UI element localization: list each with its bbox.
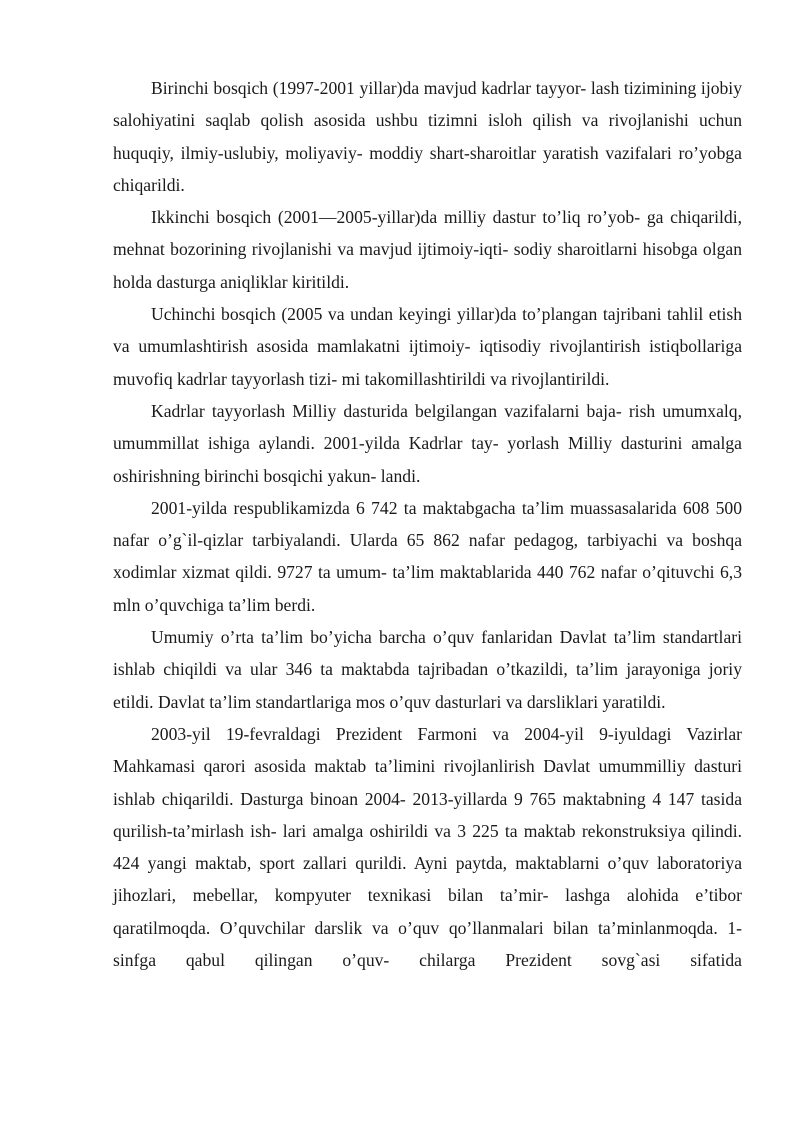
- paragraph-stage-two: Ikkinchi bosqich (2001—2005-yillar)da milliy dastur to’liq ro’yob- ga chiqarildi, mehnat bozorining rivojlanishi va mavjud ijtimoiy-iqti- sodiy sharoitlarni hisobga olgan holda dasturga aniqliklar kiritildi.: [113, 207, 742, 292]
- paragraph-education-standards: Umumiy o’rta ta’lim bo’yicha barcha o’quv fanlaridan Davlat ta’lim standartlari ishlab chiqildi va ular 346 ta maktabda tajribadan o’tkazildi, ta’lim jarayoniga joriy etildi. Davlat ta’lim standartlariga mos o’quv dasturlari va darsliklari yaratildi.: [113, 627, 742, 712]
- paragraph-national-program: Kadrlar tayyorlash Milliy dasturida belgilangan vazifalarni baja- rish umumxalq, umummillat ishiga aylandi. 2001-yilda Kadrlar tay- yorlash Milliy dasturini amalga oshirishning birinchi bosqichi yakun- landi.: [113, 400, 742, 486]
- paragraph-stage-one: Birinchi bosqich (1997-2001 yillar)da mavjud kadrlar tayyor- lash tizimining ijobiy salohiyatini saqlab qolish asosida ushbu tizimni isloh qilish va rivojlanishi uchun huquqiy, ilmiy-uslubiy, moliyaviy- moddiy shart-sharoitlar yaratish vazifalari ro’yobga chiqarildi.: [113, 78, 742, 195]
- document-body: [113, 72, 742, 976]
- paragraph-stage-three: Uchinchi bosqich (2005 va undan keyingi yillar)da to’plangan tajribani tahlil etish va umumlashtirish asosida mamlakatni ijtimoiy- iqtisodiy rivojlantirish istiqbollariga muvofiq kadrlar tayyorlash tizi- mi takomillashtirildi va rivojlantirildi.: [113, 304, 742, 389]
- paragraph-2001-statistics: 2001-yilda respublikamizda 6 742 ta maktabgacha ta’lim muassasalarida 608 500 nafar o’g`il-qizlar tarbiyalandi. Ularda 65 862 nafar pedagog, tarbiyachi va boshqa xodimlar xizmat qildi. 9727 ta umum- ta’lim maktablarida 440 762 nafar o’qituvchi 6,3 mln o’quvchiga ta’lim berdi.: [113, 497, 742, 615]
- paragraph-school-program: 2003-yil 19-fevraldagi Prezident Farmoni va 2004-yil 9-iyuldagi Vazirlar Mahkamasi qarori asosida maktab ta’limini rivojlanlirish Davlat umummilliy dasturi ishlab chiqarildi. Dasturga binoan 2004- 2013-yillarda 9 765 maktabning 4 147 tasida qurilish-ta’mirlash ish- lari amalga oshirildi va 3 225 ta maktab rekonstruksiya qilindi. 424 yangi maktab, sport zallari qurildi. Ayni paytda, maktablarni o’quv laboratoriya jihozlari, mebellar, kompyuter texnikasi bilan ta’mir- lashga alohida e’tibor qaratilmoqda. O’quvchilar darslik va o’quv qo’llanmalari bilan ta’minlanmoqda. 1-sinfga qabul qilingan o’quv- chilarga Prezident sovg`asi sifatida: [113, 723, 742, 971]
